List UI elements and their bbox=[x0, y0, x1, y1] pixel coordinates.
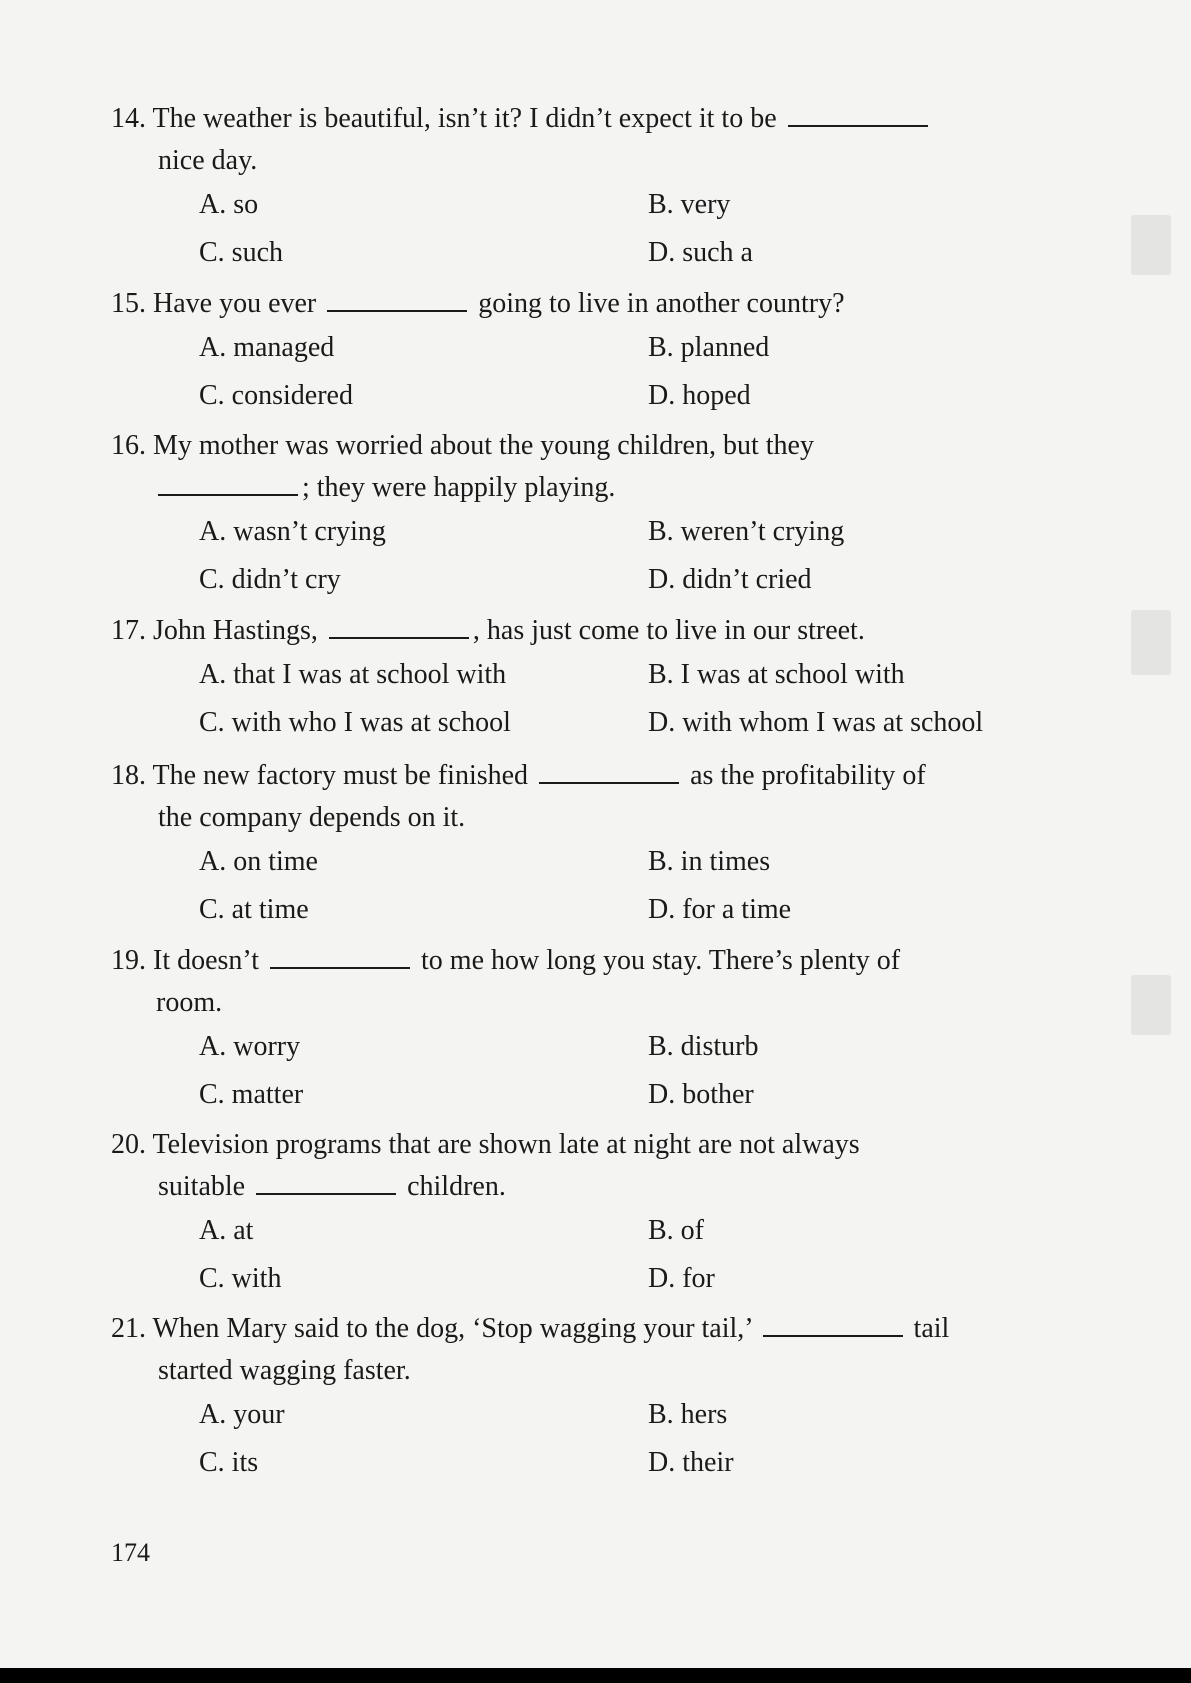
question-19 bbox=[111, 940, 1071, 1120]
question-18 bbox=[111, 755, 1071, 935]
option-c[interactable]: C. matter bbox=[199, 1079, 304, 1110]
answer-blank bbox=[763, 1311, 903, 1337]
question-text: the company depends on it. bbox=[158, 802, 466, 833]
question-text: The weather is beautiful, isn’t it? I didn’t expect it to be bbox=[152, 103, 777, 134]
question-stem-line bbox=[111, 140, 1071, 182]
options-group bbox=[111, 325, 1071, 421]
option-d[interactable]: D. bother bbox=[648, 1079, 754, 1110]
question-15 bbox=[111, 283, 1071, 421]
option-b[interactable]: B. of bbox=[648, 1215, 704, 1246]
question-text: , has just come to live in our street. bbox=[472, 615, 865, 646]
answer-blank bbox=[270, 943, 410, 969]
question-text: ; they were happily playing. bbox=[302, 472, 616, 503]
question-14 bbox=[111, 98, 1071, 278]
question-text: to me how long you stay. There’s plenty of bbox=[421, 945, 901, 976]
options-group bbox=[111, 182, 1071, 278]
question-text: The new factory must be finished bbox=[152, 760, 529, 791]
option-c[interactable]: C. with bbox=[199, 1263, 282, 1294]
question-stem-line bbox=[111, 797, 1071, 839]
options-group bbox=[111, 509, 1071, 605]
option-a[interactable]: A. on time bbox=[199, 846, 318, 877]
page-number: 174 bbox=[111, 1538, 150, 1567]
option-b[interactable]: B. in times bbox=[648, 846, 771, 877]
option-b[interactable]: B. weren’t crying bbox=[648, 516, 845, 547]
option-c[interactable]: C. at time bbox=[199, 894, 309, 925]
question-stem-line bbox=[111, 1308, 1071, 1350]
options-group bbox=[111, 1208, 1071, 1304]
question-text: Have you ever bbox=[153, 288, 317, 319]
answer-blank bbox=[539, 758, 679, 784]
option-c[interactable]: C. its bbox=[199, 1447, 259, 1478]
question-stem-line bbox=[111, 98, 1071, 140]
option-d[interactable]: D. for bbox=[648, 1263, 715, 1294]
question-text: started wagging faster. bbox=[158, 1355, 411, 1386]
question-number: 19. bbox=[111, 945, 146, 976]
option-b[interactable]: B. disturb bbox=[648, 1031, 759, 1062]
answer-blank bbox=[329, 613, 469, 639]
question-16 bbox=[111, 425, 1071, 605]
question-stem-line bbox=[111, 467, 1071, 509]
option-c[interactable]: C. with who I was at school bbox=[199, 707, 511, 738]
option-b[interactable]: B. planned bbox=[648, 332, 770, 363]
option-d[interactable]: D. didn’t cried bbox=[648, 564, 812, 595]
answer-blank bbox=[327, 286, 467, 312]
question-text: going to live in another country? bbox=[478, 288, 845, 319]
scan-artifact bbox=[1131, 610, 1171, 675]
option-d[interactable]: D. such a bbox=[648, 237, 753, 268]
question-text: John Hastings, bbox=[153, 615, 318, 646]
question-number: 20. bbox=[111, 1129, 146, 1160]
question-number: 16. bbox=[111, 430, 146, 461]
answer-blank bbox=[788, 101, 928, 127]
question-stem-line bbox=[111, 610, 1071, 652]
question-text: nice day. bbox=[158, 145, 258, 176]
answer-blank bbox=[256, 1169, 396, 1195]
question-text: It doesn’t bbox=[153, 945, 260, 976]
option-b[interactable]: B. very bbox=[648, 189, 731, 220]
question-stem-line bbox=[111, 1166, 1071, 1208]
question-stem-line bbox=[111, 283, 1071, 325]
option-c[interactable]: C. didn’t cry bbox=[199, 564, 341, 595]
option-d[interactable]: D. for a time bbox=[648, 894, 792, 925]
question-text: tail bbox=[913, 1313, 950, 1344]
answer-blank bbox=[158, 470, 298, 496]
question-stem-line bbox=[111, 940, 1071, 982]
question-text: Television programs that are shown late at night are not always bbox=[152, 1129, 860, 1160]
option-c[interactable]: C. considered bbox=[199, 380, 353, 411]
question-text: When Mary said to the dog, ‘Stop wagging your tail,’ bbox=[152, 1313, 752, 1344]
question-stem-line bbox=[111, 755, 1071, 797]
question-number: 17. bbox=[111, 615, 146, 646]
question-text: suitable bbox=[158, 1171, 246, 1202]
question-17 bbox=[111, 610, 1071, 748]
option-a[interactable]: A. wasn’t crying bbox=[199, 516, 386, 547]
option-a[interactable]: A. managed bbox=[199, 332, 335, 363]
option-a[interactable]: A. at bbox=[199, 1215, 254, 1246]
scan-artifact bbox=[1131, 975, 1171, 1035]
options-group bbox=[111, 652, 1071, 748]
option-a[interactable]: A. your bbox=[199, 1399, 285, 1430]
options-group bbox=[111, 1024, 1071, 1120]
question-stem-line bbox=[111, 1350, 1071, 1392]
options-group bbox=[111, 839, 1071, 935]
question-text: children. bbox=[407, 1171, 506, 1202]
question-21 bbox=[111, 1308, 1071, 1488]
option-b[interactable]: B. I was at school with bbox=[648, 659, 905, 690]
option-b[interactable]: B. hers bbox=[648, 1399, 728, 1430]
question-stem-line bbox=[111, 1124, 1071, 1166]
question-number: 18. bbox=[111, 760, 146, 791]
option-a[interactable]: A. so bbox=[199, 189, 259, 220]
option-a[interactable]: A. that I was at school with bbox=[199, 659, 507, 690]
question-text: as the profitability of bbox=[690, 760, 926, 791]
options-group bbox=[111, 1392, 1071, 1488]
question-text: room. bbox=[156, 987, 223, 1018]
option-d[interactable]: D. with whom I was at school bbox=[648, 707, 984, 738]
option-d[interactable]: D. their bbox=[648, 1447, 734, 1478]
question-20 bbox=[111, 1124, 1071, 1304]
scan-bottom-edge bbox=[0, 1668, 1191, 1683]
option-d[interactable]: D. hoped bbox=[648, 380, 751, 411]
option-c[interactable]: C. such bbox=[199, 237, 283, 268]
question-stem-line bbox=[111, 982, 1071, 1024]
question-number: 21. bbox=[111, 1313, 146, 1344]
scan-artifact bbox=[1131, 215, 1171, 275]
option-a[interactable]: A. worry bbox=[199, 1031, 301, 1062]
question-stem-line bbox=[111, 425, 1071, 467]
question-number: 14. bbox=[111, 103, 146, 134]
question-number: 15. bbox=[111, 288, 146, 319]
question-text: My mother was worried about the young children, but they bbox=[153, 430, 814, 461]
